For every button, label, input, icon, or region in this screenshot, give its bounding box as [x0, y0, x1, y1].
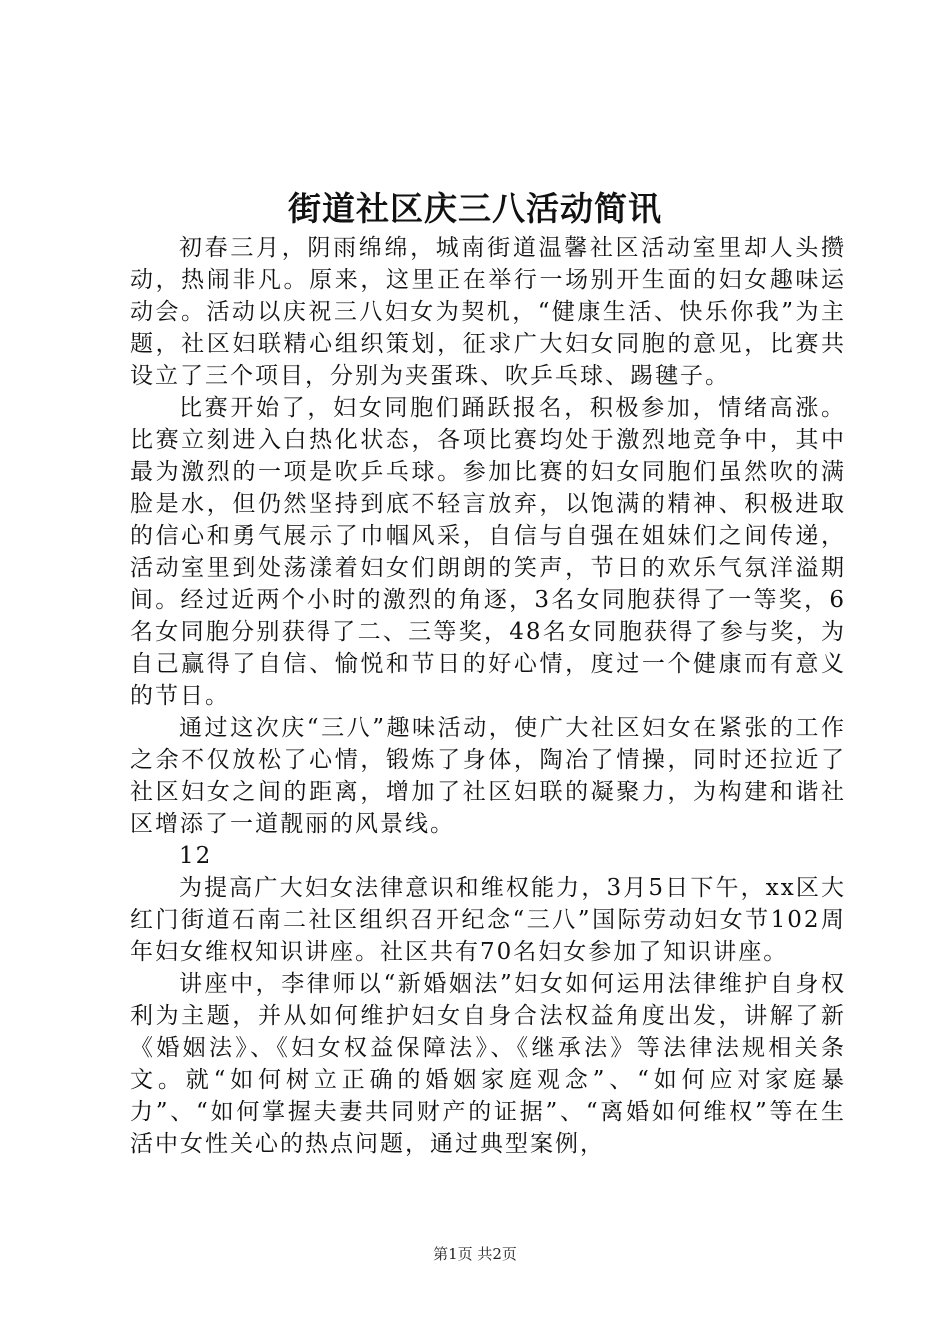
document-title: 街道社区庆三八活动简讯 — [288, 189, 662, 228]
paragraph-2: 比赛开始了，妇女同胞们踊跃报名，积极参加，情绪高涨。比赛立刻进入白热化状态，各项比赛均处于激烈地竞争中，其中最为激烈的一项是吹乒乓球。参加比赛的妇女同胞们虽然吹的满脸是水，但仍然坚持到底不轻言放弃，以饱满的精神、积极进取的信心和勇气展示了巾帼风采，自信与自强在姐妹们之间传递，活动室里到处荡漾着妇女们朗朗的笑声，节日的欢乐气氛洋溢期间。经过近两个小时的激烈的角逐，3名女同胞获得了一等奖，6名女同胞分别获得了二、三等奖，48名女同胞获得了参与奖，为自己赢得了自信、愉悦和节日的好心情，度过一个健康而有意义的节日。 — [130, 395, 846, 709]
paragraph-number-line: 12 — [179, 843, 213, 869]
paragraph-3: 通过这次庆“三八”趣味活动，使广大社区妇女在紧张的工作之余不仅放松了心情，锻炼了身体，陶冶了情操，同时还拉近了社区妇女之间的距离，增加了社区妇联的凝聚力，为构建和谐社区增添了一道靓丽的风景线。 — [130, 715, 846, 837]
paragraph-1: 初春三月，阴雨绵绵，城南街道温馨社区活动室里却人头攒动，热闹非凡。原来，这里正在举行一场别开生面的妇女趣味运动会。活动以庆祝三八妇女为契机，“健康生活、快乐你我”为主题，社区妇联精心组织策划，征求广大妇女同胞的意见，比赛共设立了三个项目，分别为夹蛋珠、吹乒乓球、踢毽子。 — [130, 235, 846, 389]
page-footer: 第1页 共2页 — [433, 1245, 517, 1263]
document-body — [130, 232, 846, 1160]
paragraph-5: 讲座中，李律师以“新婚姻法”妇女如何运用法律维护自身权利为主题，并从如何维护妇女自身合法权益角度出发，讲解了新《婚姻法》、《妇女权益保障法》、《继承法》等法律法规相关条文。就“如何树立正确的婚姻家庭观念”、“如何应对家庭暴力”、“如何掌握夫妻共同财产的证据”、“离婚如何维权”等在生活中女性关心的热点问题，通过典型案例， — [130, 971, 846, 1157]
paragraph-4: 为提高广大妇女法律意识和维权能力，3月5日下午，xx区大红门街道石南二社区组织召开纪念“三八”国际劳动妇女节102周年妇女维权知识讲座。社区共有70名妇女参加了知识讲座。 — [130, 875, 846, 965]
